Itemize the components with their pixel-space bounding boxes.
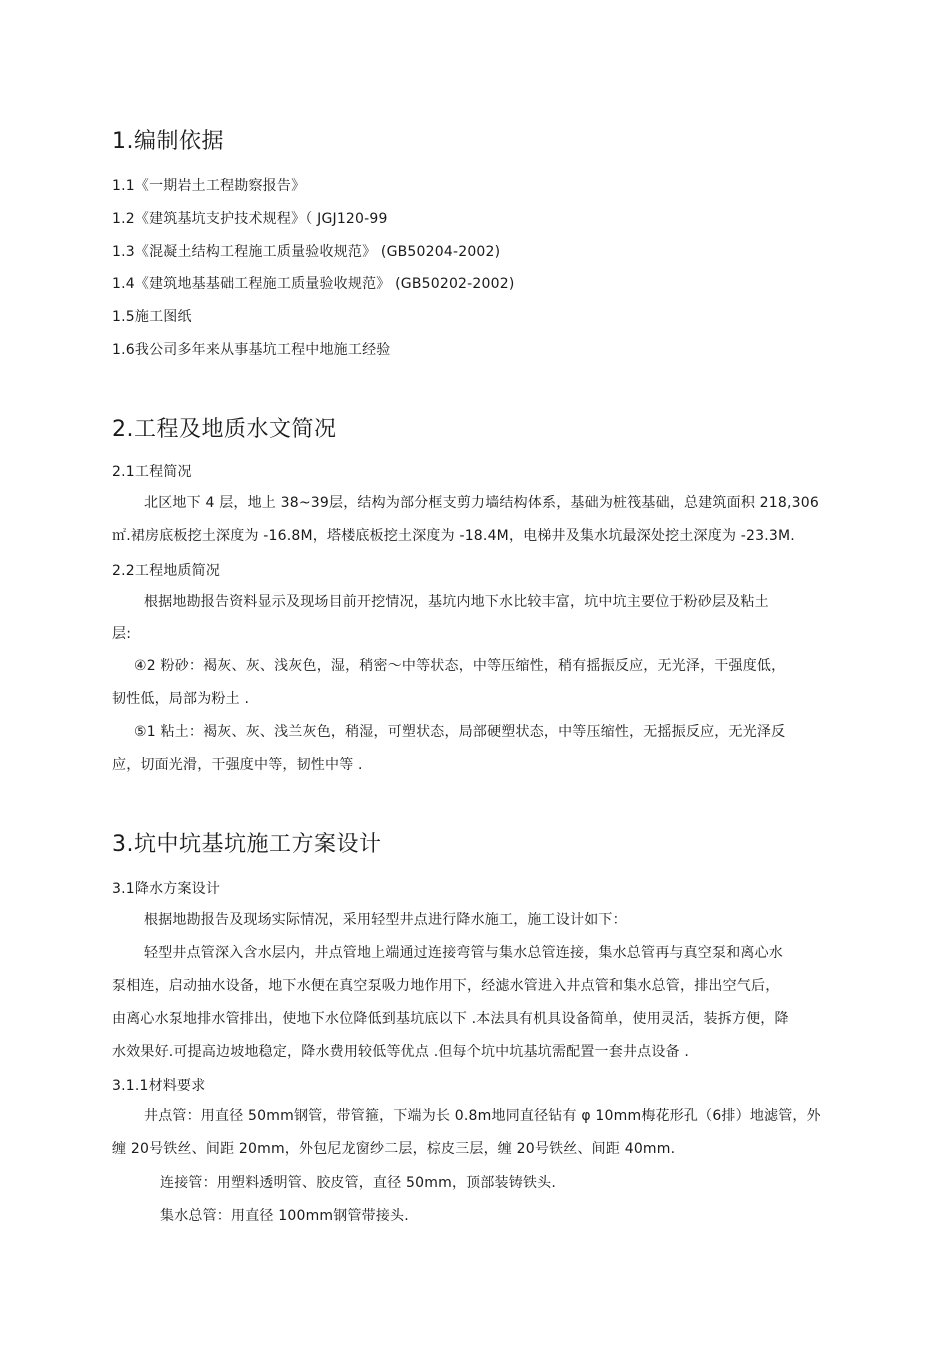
geology-intro-line-1: 根据地勘报告资料显示及现场目前开挖情况，基坑内地下水比较丰富，坑中坑主要位于粉砂层及粘土 xyxy=(144,594,769,610)
silt-layer-line-2: 韧性低，局部为粉土 . xyxy=(112,691,250,707)
connecting-pipe: 连接管：用塑料透明管、胶皮管，直径 50mm，顶部装铸铁头. xyxy=(160,1175,556,1191)
well-pipe-line-1: 井点管：用直径 50mm钢管，带管箍，下端为长 0.8m地同直径钻有 φ 10mm梅花形孔（6排）地滤管，外 xyxy=(144,1108,821,1124)
project-overview-line-2: ㎡.裙房底板挖土深度为 -16.8M，塔楼底板挖土深度为 -18.4M，电梯井及集水坑最深处挖土深度为 -23.3M. xyxy=(112,528,795,544)
project-overview-line-1: 北区地下 4 层，地上 38~39层，结构为部分框支剪力墙结构体系，基础为桩筏基础，总建筑面积 218,306 xyxy=(144,495,819,511)
reference-item-2: 1.2《建筑基坑支护技术规程》（ JGJ120-99 xyxy=(112,211,388,227)
wellpoint-desc-line-4: 水效果好.可提高边坡地稳定，降水费用较低等优点 .但每个坑中坑基坑需配置一套井点设备 . xyxy=(112,1044,690,1060)
section-3-title: 3.坑中坑基坑施工方案设计 xyxy=(112,832,382,857)
well-pipe-line-2: 缠 20号铁丝、间距 20mm，外包尼龙窗纱二层，棕皮三层，缠 20号铁丝、间距 40mm. xyxy=(112,1141,676,1157)
clay-layer-line-1: ⑤1 粘土：褐灰、灰、浅兰灰色，稍湿，可塑状态，局部硬塑状态，中等压缩性，无摇振反应，无光泽反 xyxy=(134,724,786,740)
section-2-title: 2.工程及地质水文简况 xyxy=(112,417,337,442)
silt-layer-line-1: ④2 粉砂：褐灰、灰、浅灰色，湿，稍密～中等状态，中等压缩性，稍有摇振反应，无光泽，干强度低， xyxy=(134,658,786,674)
reference-item-3: 1.3《混凝土结构工程施工质量验收规范》 (GB50204-2002) xyxy=(112,244,501,260)
subsection-2-2-heading: 2.2工程地质简况 xyxy=(112,563,221,579)
header-pipe: 集水总管：用直径 100mm钢管带接头. xyxy=(160,1208,409,1224)
geology-intro-line-2: 层: xyxy=(112,626,132,642)
wellpoint-desc-line-2: 泵相连，启动抽水设备，地下水便在真空泵吸力地作用下，经滤水管进入井点管和集水总管，排出空气后， xyxy=(112,978,780,994)
subsection-2-1-heading: 2.1工程简况 xyxy=(112,464,192,480)
wellpoint-desc-line-3: 由离心水泵地排水管排出，使地下水位降低到基坑底以下 .本法具有机具设备简单，使用灵活，装拆方便，降 xyxy=(112,1011,789,1027)
wellpoint-desc-line-1: 轻型井点管深入含水层内，井点管地上端通过连接弯管与集水总管连接，集水总管再与真空泵和离心水 xyxy=(144,945,783,961)
section-1-title: 1.编制依据 xyxy=(112,129,224,154)
subsection-3-1-heading: 3.1降水方案设计 xyxy=(112,881,221,897)
dewatering-intro: 根据地勘报告及现场实际情况，采用轻型井点进行降水施工，施工设计如下： xyxy=(144,912,627,928)
clay-layer-line-2: 应，切面光滑，干强度中等，韧性中等 . xyxy=(112,757,363,773)
reference-item-1: 1.1《一期岩土工程勘察报告》 xyxy=(112,178,306,194)
reference-item-5: 1.5施工图纸 xyxy=(112,309,192,325)
reference-item-4: 1.4《建筑地基基础工程施工质量验收规范》 (GB50202-2002) xyxy=(112,276,515,292)
reference-item-6: 1.6我公司多年来从事基坑工程中地施工经验 xyxy=(112,342,391,358)
subsection-3-1-1-heading: 3.1.1材料要求 xyxy=(112,1078,206,1094)
